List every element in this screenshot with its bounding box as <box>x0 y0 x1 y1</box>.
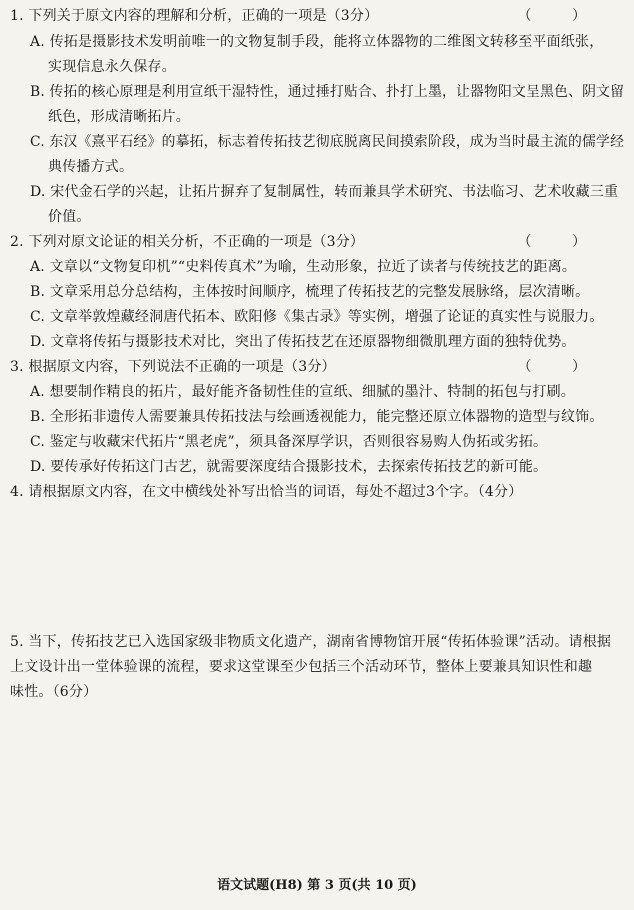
question-3-answer-parentheses: （ ） <box>517 359 604 375</box>
question-3-option-b: B. 全形拓非遗传人需要兼具传拓技法与绘画透视能力，能完整还原立体器物的造型与纹饰。 <box>30 409 604 425</box>
question-3-option-a: A. 想要制作精良的拓片，最好能齐备韧性佳的宣纸、细腻的墨汁、特制的拓包与打刷。 <box>30 384 576 400</box>
question-2-stem: 2. 下列对原文论证的相关分析，不正确的一项是（3分） <box>10 234 365 250</box>
page-footer: 语文试题(H8) 第 3 页(共 10 页) <box>217 878 417 893</box>
question-3-stem: 3. 根据原文内容，下列说法不正确的一项是（3分） <box>10 359 336 375</box>
question-1-option-d-cont: 价值。 <box>48 209 91 225</box>
question-5-stem-cont-2: 味性。（6分） <box>10 684 98 700</box>
question-1-option-c-cont: 典传播方式。 <box>48 159 134 175</box>
question-2-option-a: A. 文章以“文物复印机”“史料传真术”为喻，生动形象，拉近了读者与传统技艺的距离。 <box>30 259 577 275</box>
question-1-option-c: C. 东汉《熹平石经》的摹拓，标志着传拓技艺彻底脱离民间摸索阶段，成为当时最主流的儒学经 <box>30 134 625 150</box>
question-1-option-b-cont: 纸色，形成清晰拓片。 <box>48 109 190 125</box>
question-2-option-b: B. 文章采用总分总结构，主体按时间顺序，梳理了传拓技艺的完整发展脉络，层次清晰。 <box>30 284 590 300</box>
question-3-option-d: D. 要传承好传拓这门古艺，就需要深度结合摄影技术，去探索传拓技艺的新可能。 <box>30 459 548 475</box>
question-5-stem-cont-1: 上文设计出一堂体验课的流程，要求这堂课至少包括三个活动环节，整体上要兼具知识性和趣 <box>10 659 593 675</box>
question-3-option-c: C. 鉴定与收藏宋代拓片“黑老虎”，须具备深厚学识，否则很容易购人伪拓或劣拓。 <box>30 434 548 450</box>
question-1-option-d: D. 宋代金石学的兴起，让拓片摒弃了复制属性，转而兼具学术研究、书法临习、艺术收藏三重 <box>30 184 619 200</box>
question-2-answer-parentheses: （ ） <box>517 234 604 250</box>
question-1-option-b: B. 传拓的核心原理是利用宣纸干湿特性，通过捶打贴合、扑打上墨，让器物阳文呈黑色、阴文留 <box>30 84 625 100</box>
question-2-option-c: C. 文章举敦煌藏经洞唐代拓本、欧阳修《集古录》等实例，增强了论证的真实性与说服力。 <box>30 309 604 325</box>
question-1-option-a: A. 传拓是摄影技术发明前唯一的文物复制手段，能将立体器物的二维图文转移至平面纸张， <box>30 34 604 50</box>
question-1-option-a-cont: 实现信息永久保存。 <box>48 59 176 75</box>
question-1-stem: 1. 下列关于原文内容的理解和分析，正确的一项是（3分） <box>10 8 379 24</box>
question-2-option-d: D. 文章将传拓与摄影技术对比，突出了传拓技艺在还原器物细微肌理方面的独特优势。 <box>30 334 576 350</box>
question-1-answer-parentheses: （ ） <box>517 8 604 24</box>
question-4-stem: 4. 请根据原文内容，在文中横线处补写出恰当的词语，每处不超过3个字。（4分） <box>10 484 523 500</box>
question-5-stem: 5. 当下，传拓技艺已入选国家级非物质文化遗产，湖南省博物馆开展“传拓体验课”活动。请根据 <box>10 634 612 650</box>
